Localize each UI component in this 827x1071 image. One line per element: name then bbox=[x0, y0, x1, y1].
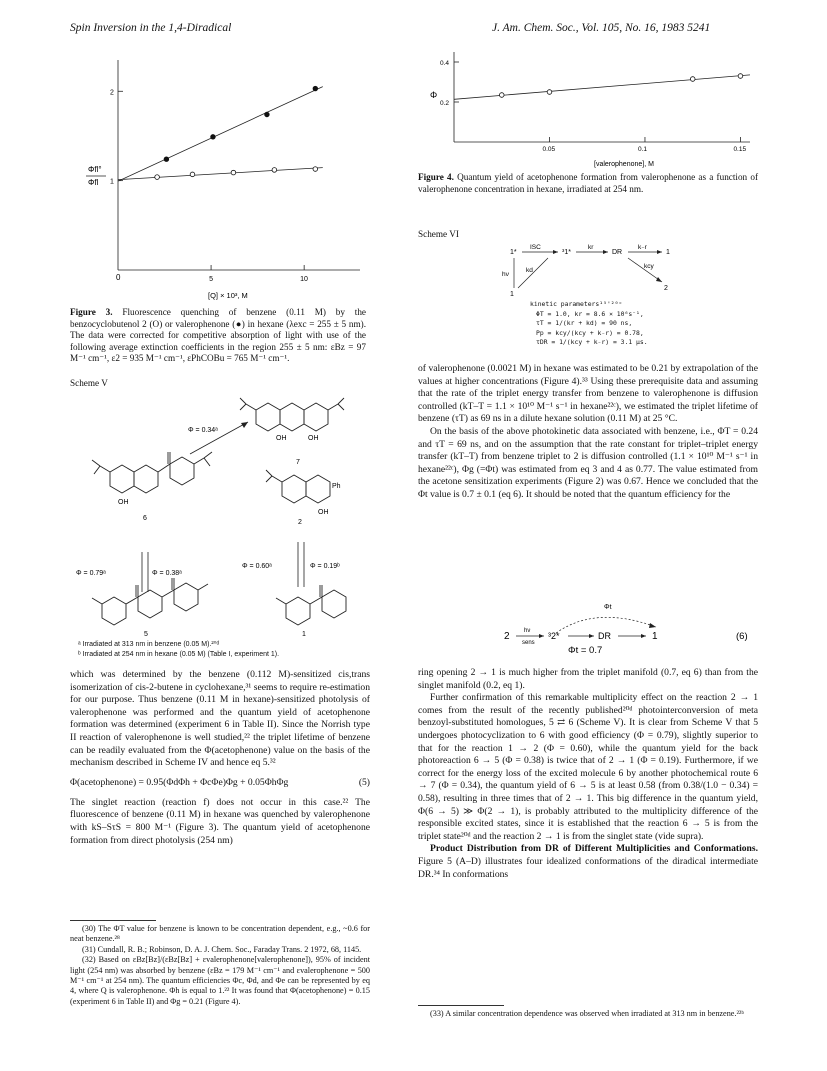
figure4-caption bbox=[418, 172, 758, 195]
figure3-point bbox=[211, 135, 216, 140]
scheme6-product-2: 2 bbox=[664, 285, 668, 292]
scheme6-kd-label: kd bbox=[526, 267, 533, 274]
figure4-ytick-label: 0.4 bbox=[440, 60, 450, 67]
structure-7-oh-right: OH bbox=[308, 435, 319, 442]
figure4-point bbox=[499, 93, 504, 98]
scheme5-note-a: ᵃ Irradiated at 313 nm in benzene (0.05 M).²⁰ᵈ bbox=[78, 641, 220, 648]
arrow-right-down-label: Φ = 0.19ᵇ bbox=[310, 563, 340, 570]
figure3-caption-text: Fluorescence quenching of benzene (0.11 M) by the benzocyclobutenol 2 (O) or valerophenone (●) in hexane (λexc = 255 ± 5 nm). The data were corrected for competitive absorption of light with use of the following average extinction coefficients in the region 255 ± 5 nm: εBz = 97 M⁻¹ cm⁻¹, ε2 = 935 M⁻¹ cm⁻¹, εPhCOBu = 765 M⁻¹ cm⁻¹. bbox=[70, 307, 367, 364]
arrow-6-to-7-label: Φ = 0.34ᵃ bbox=[188, 427, 218, 434]
figure3-caption bbox=[70, 307, 366, 365]
figure4-point bbox=[690, 77, 695, 82]
scheme6-kminus-label: k₋r bbox=[638, 244, 647, 251]
figure3-xtick-label: 5 bbox=[209, 276, 213, 283]
scheme5-title: Scheme V bbox=[70, 378, 108, 388]
scheme6-param-4: τDR = 1/(kcy + k₋r) = 3.1 μs. bbox=[536, 338, 648, 346]
structure-5 bbox=[92, 578, 208, 625]
figure3-point bbox=[313, 167, 318, 172]
scheme6-params-title: kinetic parameters¹⁵'²⁰ᶜ bbox=[530, 300, 623, 308]
right-paragraph-4: Further confirmation of this remarkable multiplicity effect on the reaction 2 → 1 comes from the result of the recently published²⁰ᵈ photointerconversion of meta benzoyl-substituted homologues, 5 ⇄ 6 (Scheme V). It is clear from Scheme V that 5 undergoes photocyclization to 6 with good efficiency (Φ = 0.79), slightly superior to that for the reaction 1 → 2 (Φ = 0.60), while the quantum yield for the back photoreaction 6 → 5 (Φ = 0.38) is twice that of 2 → 1 (Φ = 0.19). Furthermore, if we correct for the energy loss of the excited molecule 6 by another photochemical route 6 → 7 (Φ = 0.34), the quantum yield of 6 → 5 is at least 0.58 (from 0.38/(1.0 − 0.34) = 0.58), resulting in three times that of 2 → 1. This big difference in the quantum yield, Φ(6 → 5) ≫ Φ(2 → 1), is probably attributed to the multiplicity difference of the responsible excited states, since it is established that the reaction 6 → 5 is from the triplet state²⁰ᵈ and the reaction 2 → 1 is from the singlet state (vide supra). bbox=[418, 692, 758, 842]
right-body-top bbox=[418, 363, 758, 502]
scheme6-hv-label: hν bbox=[502, 271, 509, 278]
structure-6 bbox=[92, 452, 212, 493]
scheme5-note-b: ᵇ Irradiated at 254 nm in hexane (0.05 M) (Table I, experiment 1). bbox=[78, 651, 280, 658]
structure-7-oh-left: OH bbox=[276, 435, 287, 442]
figure4-fit-line bbox=[454, 75, 750, 99]
structure-5-number: 5 bbox=[144, 631, 148, 638]
right-paragraph-2: On the basis of the above photokinetic data associated with benzene, i.e., ΦT = 0.24 and τT = 69 ns, and on the assumption that the rate constant for triplet–triplet energy transfer (kT–T) from benzene triplet to 2 is diffusion controlled (1.1 × 10¹⁰ M⁻¹ s⁻¹ in hexane²²ᶜ), Φg (=Φt) was estimated from eq 3 and 4 as 0.77. The value estimated from the acetone sensitization experiments (Figure 2) was 0.67. Hence we concluded that the Φt value is 0.7 ± 0.1 (eq 6). It should be noted that the quantum efficiency for the bbox=[418, 425, 758, 500]
equation-6-arrow-top: hν bbox=[524, 628, 531, 634]
figure3-fit-line-1 bbox=[118, 168, 323, 180]
figure4-caption-text: Quantum yield of acetophenone formation from valerophenone as a function of valerophenone concentration in hexane, irradiated at 254 nm. bbox=[418, 172, 759, 194]
figure4-point bbox=[547, 90, 552, 95]
figure4-ytick-label: 0.2 bbox=[440, 100, 450, 107]
equation-5-number: (5) bbox=[358, 776, 370, 788]
structure-1-ph: Ph bbox=[332, 483, 341, 490]
section-heading: Product Distribution from DR of Different Multiplicities and Conformations. bbox=[430, 843, 758, 855]
arrow-right-up-label: Φ = 0.60ᵃ bbox=[242, 563, 272, 570]
scheme5-footnotes bbox=[78, 640, 279, 660]
figure3-point bbox=[190, 172, 195, 177]
scheme6-kcy-arrow bbox=[628, 258, 662, 282]
right-footnotes bbox=[418, 1009, 758, 1019]
equation-5-text: Φ(acetophenone) = 0.95(ΦdΦh + ΦcΦe)Φg + 0.05ΦhΦg bbox=[70, 776, 289, 788]
figure3-plot bbox=[110, 60, 360, 283]
figure3-ytick-label: 1 bbox=[110, 178, 114, 186]
figure4-ylabel: Φ bbox=[430, 90, 438, 100]
scheme6-kr-label: kr bbox=[588, 244, 594, 251]
scheme6-parameters bbox=[530, 300, 648, 348]
figure3-origin-label: 0 bbox=[116, 273, 121, 282]
figure3-ylabel-num: Φfl° bbox=[88, 165, 102, 174]
figure3-caption-label: Figure 3. bbox=[70, 307, 113, 317]
scheme6-param-3: Pp = kcy/(kcy + k₋r) = 0.78, bbox=[536, 328, 644, 337]
figure3-point bbox=[231, 170, 236, 175]
equation-6-triplet: ³2* bbox=[548, 631, 560, 641]
structure-1 bbox=[266, 470, 330, 503]
figure3-chart bbox=[70, 48, 370, 303]
figure4-xtick-label: 0.15 bbox=[733, 146, 747, 153]
structure-2-number: 1 bbox=[302, 631, 306, 638]
footnote-31: (31) Cundall, R. B.; Robinson, D. A. J. Chem. Soc., Faraday Trans. 2 1972, 68, 1145. bbox=[82, 944, 362, 954]
scheme6-param-1: ΦT = 1.0, kr = 8.6 × 10⁶s⁻¹, bbox=[536, 309, 644, 318]
figure4-caption-label: Figure 4. bbox=[418, 172, 454, 182]
figure3-point bbox=[313, 86, 318, 91]
right-paragraph-3: ring opening 2 → 1 is much higher from the triplet manifold (0.7, eq 6) than from the singlet manifold (0.2, eq 1). bbox=[418, 667, 758, 691]
scheme6-kcy-label: kcy bbox=[644, 263, 654, 270]
equation-6-arrow-bot: sens bbox=[522, 640, 535, 646]
figure3-point bbox=[265, 112, 270, 117]
scheme6-ground: 1 bbox=[510, 291, 514, 298]
figure3-ylabel-den: Φfl bbox=[88, 178, 99, 187]
scheme5-diagram bbox=[70, 392, 370, 652]
figure3-fit-line-0 bbox=[118, 87, 323, 182]
equation-6-number: (6) bbox=[736, 631, 748, 642]
equation-6-phi-top: Φt bbox=[604, 604, 612, 611]
equation-6-dr: DR bbox=[598, 631, 611, 641]
arrow-left-down-label: Φ = 0.38ᵃ bbox=[152, 570, 182, 577]
arrow-left-up-label: Φ = 0.79ᵃ bbox=[76, 570, 106, 577]
scheme6-isc-label: ISC bbox=[530, 244, 541, 251]
figure3-xtick-label: 10 bbox=[300, 276, 308, 283]
figure4-point bbox=[738, 74, 743, 79]
scheme6-triplet: ³1* bbox=[562, 249, 571, 256]
scheme6-dr: DR bbox=[612, 249, 623, 256]
structure-1-number: 2 bbox=[298, 519, 302, 526]
left-body bbox=[70, 669, 370, 847]
scheme6-diagram bbox=[500, 240, 700, 300]
equation-6-graphic bbox=[418, 595, 758, 657]
scheme6-kd-arrow bbox=[518, 258, 548, 288]
running-head-right: J. Am. Chem. Soc., Vol. 105, No. 16, 1983 5241 bbox=[492, 22, 711, 34]
scheme6-singlet-excited: 1* bbox=[510, 249, 517, 256]
figure3-point bbox=[155, 175, 160, 180]
footnote-33: (33) A similar concentration dependence was observed when irradiated at 313 nm in benzene.²²ᵇ bbox=[430, 1009, 744, 1018]
figure4-xtick-label: 0.1 bbox=[637, 146, 648, 153]
equation-5 bbox=[70, 777, 370, 790]
equation-6-product: 1 bbox=[652, 631, 658, 642]
equation-6-reactant: 2 bbox=[504, 631, 510, 642]
structure-2 bbox=[276, 585, 346, 625]
structure-7 bbox=[240, 398, 344, 431]
structure-7-number: 7 bbox=[296, 459, 300, 466]
right-paragraph-5: Figure 5 (A–D) illustrates four idealized conformations of the diradical intermediate DR.³⁴ In conformations bbox=[418, 855, 758, 880]
left-footnote-rule bbox=[70, 920, 156, 921]
scheme6-title: Scheme VI bbox=[418, 229, 459, 239]
figure3-point bbox=[164, 157, 169, 162]
footnote-32: (32) Based on εBz[Bz]/(εBz[Bz] + εvalerophenone[valerophenone]), 95% of incident light (254 nm) was absorbed by benzene (εBz = 179 M⁻¹ cm⁻¹ and εvalerophenone = 500 M⁻¹ cm⁻¹ at 254 nm). The quantum efficiencies Φc, Φd, and Φe can be represented by eq 4, where Q is valerophenone. Φh is equal to 1.²² It was found that Φ(acetophenone) = 0.15 (experiment 6 in Table II) and Φg = 0.21 (Figure 4). bbox=[70, 955, 370, 1006]
structure-6-oh: OH bbox=[118, 499, 129, 506]
figure4-xtick-label: 0.05 bbox=[542, 146, 556, 153]
figure3-xlabel: [Q] × 10³, M bbox=[208, 291, 248, 300]
running-head-left: Spin Inversion in the 1,4-Diradical bbox=[70, 22, 232, 34]
figure3-point bbox=[272, 168, 277, 173]
left-paragraph-2: The singlet reaction (reaction f) does not occur in this case.²² The fluorescence of benzene (0.11 M) in hexane was quenched by valerophenone with kS–SτS = 800 M⁻¹ (Figure 3). The quantum yield of acetophenone formation from direct photolysis (254 nm) bbox=[70, 796, 370, 846]
equation-6 bbox=[418, 595, 758, 657]
equation-6-value: Φt = 0.7 bbox=[568, 645, 603, 656]
footnote-30: (30) The ΦT value for benzene is known to be concentration dependent, e.g., ~0.6 for neat benzene.²⁸ bbox=[70, 924, 370, 944]
figure3-ytick-label: 2 bbox=[110, 89, 114, 97]
left-footnotes bbox=[70, 924, 370, 1007]
right-body-bottom bbox=[418, 667, 758, 881]
scheme6-product-1: 1 bbox=[666, 249, 670, 256]
left-paragraph-1: which was determined by the benzene (0.112 M)-sensitized cis,trans isomerization of cis-2-butene in cyclohexane,³¹ seems to require re-estimation for our purpose. Thus benzene (0.11 M in hexane)-sensitized photolysis of valerophenone was performed and the quantum yield of acetophenone formation was determined (experiment 6 in Table II). Since the Norrish type II reaction of valerophenone is well studied,²² the triplet lifetime of benzene can be readily evaluated from the Φ(acetophenone) value on the basis of the mechanism described in Scheme IV and hence eq 5.³² bbox=[70, 669, 370, 769]
figure4-chart bbox=[418, 48, 758, 173]
figure4-xlabel: [valerophenone], M bbox=[594, 161, 654, 168]
figure4-plot bbox=[440, 52, 750, 153]
right-paragraph-1: of valerophenone (0.0021 M) in hexane was estimated to be 0.21 by extrapolation of the values at higher concentrations (Figure 4).³³ Using these prerequisite data and assuming that the rate of the triplet energy transfer from benzene to valerophenone is diffusion controlled (kT–T = 1.1 × 10¹⁰ M⁻¹ s⁻¹ in hexane²²ᶜ), we estimated the triplet lifetime of benzene (τT) as 69 ns in a dilute hexane solution (0.11 M) at 25 °C. bbox=[418, 363, 758, 425]
scheme6-param-2: τT = 1/(kr + kd) = 90 ns, bbox=[536, 319, 633, 327]
structure-1-oh: OH bbox=[318, 509, 329, 516]
right-footnote-rule bbox=[418, 1005, 504, 1006]
structure-6-number: 6 bbox=[143, 515, 147, 522]
